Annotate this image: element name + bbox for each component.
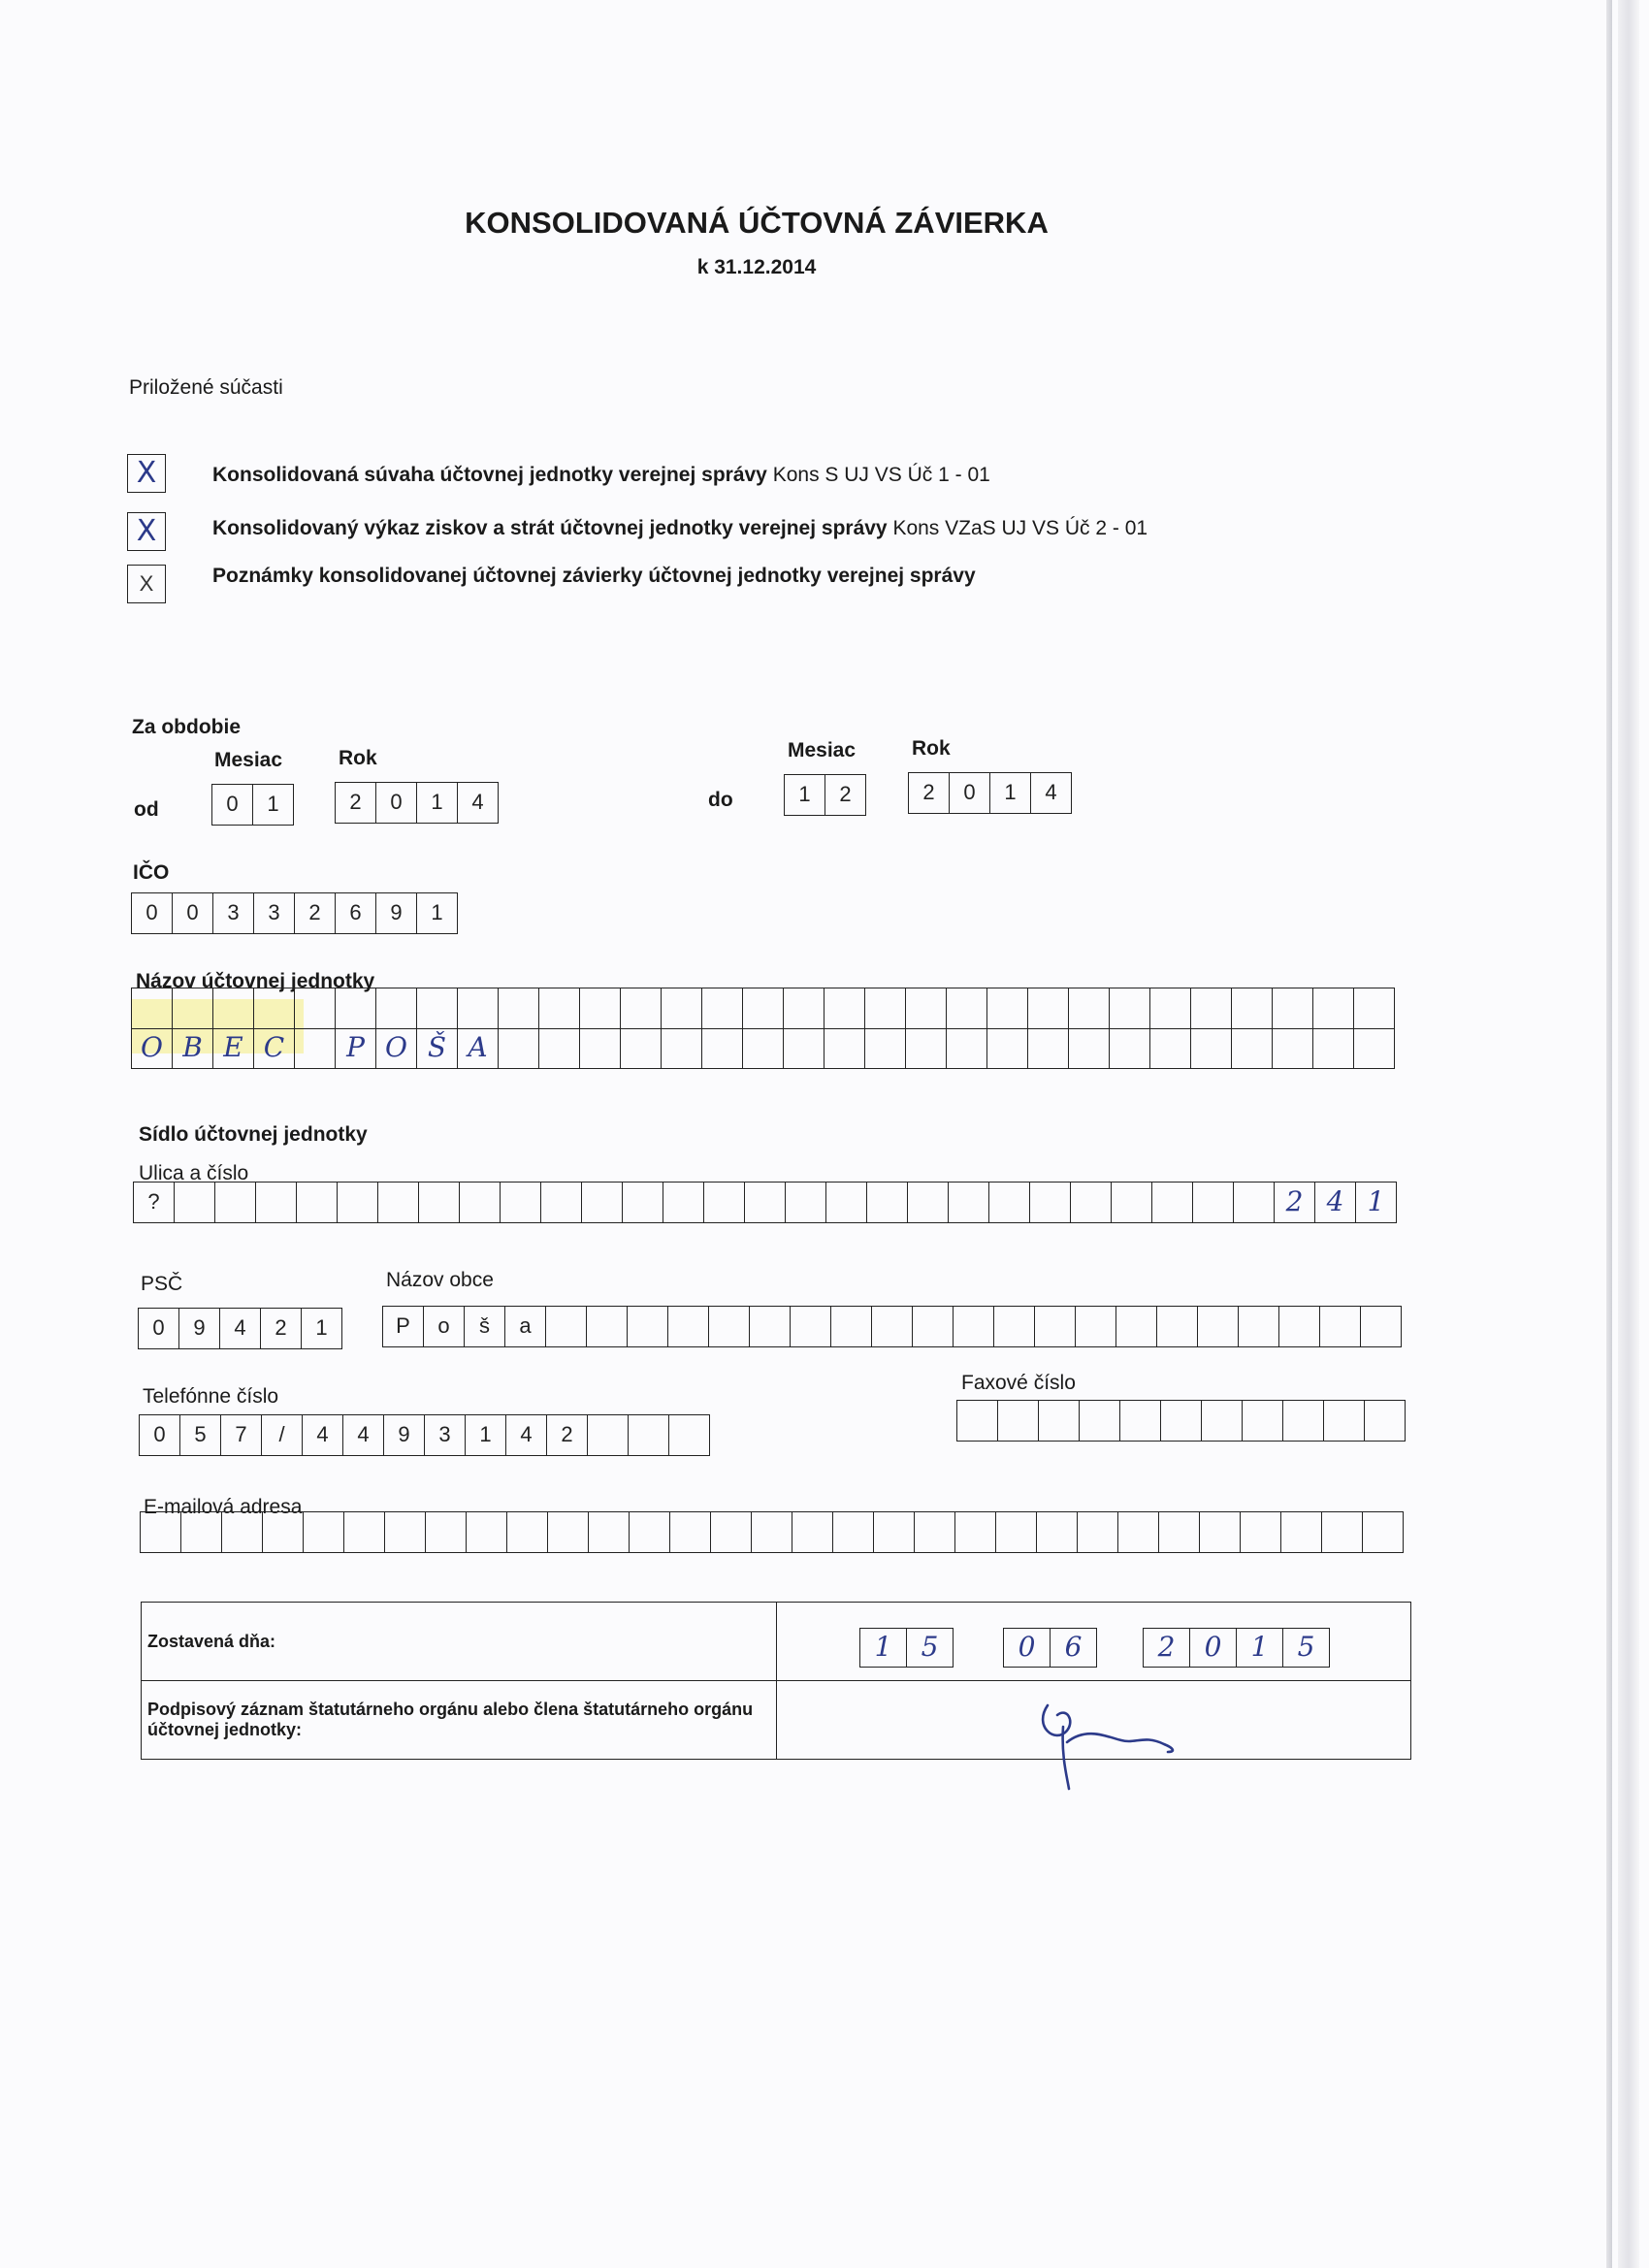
char-cell[interactable]: 0 — [1190, 1629, 1237, 1668]
signature-label: Podpisový záznam štatutárneho orgánu alebo člena štatutárneho orgánu účtovnej jednotky: — [142, 1681, 777, 1759]
char-cell[interactable]: E — [213, 1028, 254, 1069]
char-cell[interactable]: O — [132, 1028, 173, 1069]
char-cell[interactable] — [913, 1307, 954, 1347]
char-cell[interactable] — [908, 1183, 949, 1223]
char-cell[interactable]: 4 — [1315, 1183, 1356, 1223]
char-cell[interactable] — [1273, 988, 1313, 1029]
char-cell[interactable] — [621, 1028, 662, 1069]
char-cell[interactable] — [668, 1307, 709, 1347]
char-cell[interactable] — [629, 1415, 669, 1456]
char-cell[interactable] — [1157, 1307, 1198, 1347]
char-cell[interactable] — [752, 1512, 792, 1553]
char-cell[interactable] — [1078, 1512, 1118, 1553]
char-cell[interactable] — [426, 1512, 467, 1553]
char-cell[interactable] — [1200, 1512, 1241, 1553]
char-cell[interactable]: 4 — [1031, 773, 1072, 814]
char-cell[interactable]: 7 — [221, 1415, 262, 1456]
char-cell[interactable] — [1193, 1183, 1234, 1223]
attachments-heading: Priložené súčasti — [129, 376, 283, 399]
char-cell[interactable]: 2 — [909, 773, 950, 814]
char-cell[interactable] — [663, 1183, 704, 1223]
phone-label: Telefónne číslo — [143, 1385, 279, 1408]
char-cell[interactable] — [539, 1028, 580, 1069]
char-cell[interactable] — [213, 988, 254, 1029]
char-cell[interactable]: 4 — [506, 1415, 547, 1456]
char-cell[interactable] — [784, 1028, 824, 1069]
char-cell[interactable] — [507, 1512, 548, 1553]
char-cell[interactable] — [1037, 1512, 1078, 1553]
char-cell[interactable] — [588, 1415, 629, 1456]
char-cell[interactable] — [704, 1183, 745, 1223]
attachment-checkbox-3[interactable]: X — [127, 565, 166, 603]
char-cell[interactable] — [1313, 988, 1354, 1029]
char-cell[interactable] — [1076, 1307, 1116, 1347]
char-cell[interactable] — [1234, 1183, 1275, 1223]
char-cell[interactable] — [1232, 988, 1273, 1029]
char-cell[interactable] — [263, 1512, 304, 1553]
from-month-label: Mesiac — [214, 749, 283, 771]
page-edge-shadow — [1606, 0, 1612, 2268]
char-cell[interactable] — [458, 988, 499, 1029]
attachment-label-1: Konsolidovaná súvaha účtovnej jednotky verejnej správy Kons S UJ VS Úč 1 - 01 — [212, 464, 990, 486]
char-cell[interactable]: 6 — [336, 893, 376, 934]
char-cell[interactable] — [1069, 988, 1110, 1029]
char-cell[interactable] — [670, 1512, 711, 1553]
attachment-checkbox-2[interactable]: X — [127, 512, 166, 551]
char-cell[interactable] — [996, 1512, 1037, 1553]
address-heading: Sídlo účtovnej jednotky — [139, 1123, 368, 1146]
char-cell[interactable] — [1324, 1401, 1365, 1442]
char-cell[interactable]: O — [376, 1028, 417, 1069]
char-cell[interactable] — [987, 1028, 1028, 1069]
char-cell[interactable] — [499, 1028, 539, 1069]
char-cell[interactable] — [824, 1028, 865, 1069]
char-cell[interactable]: 3 — [213, 893, 254, 934]
from-year-field[interactable] — [335, 782, 499, 824]
char-cell[interactable] — [295, 1028, 336, 1069]
char-cell[interactable]: P — [383, 1307, 424, 1347]
char-cell[interactable] — [1159, 1512, 1200, 1553]
attachment-label-3: Poznámky konsolidovanej účtovnej závierky účtovnej jednotky verejnej správy — [212, 565, 976, 587]
signature-image — [1028, 1688, 1203, 1804]
char-cell[interactable]: 1 — [1356, 1183, 1397, 1223]
char-cell[interactable] — [998, 1401, 1039, 1442]
street-label: Ulica a číslo — [139, 1162, 249, 1184]
char-cell[interactable] — [743, 1028, 784, 1069]
char-cell[interactable]: 3 — [425, 1415, 466, 1456]
char-cell[interactable] — [743, 988, 784, 1029]
attachment-label-2: Konsolidovaný výkaz ziskov a strát účtovnej jednotky verejnej správy Kons VZaS UJ VS Úč 2 - 01 — [212, 517, 1148, 539]
char-cell[interactable] — [580, 988, 621, 1029]
char-cell[interactable]: 4 — [343, 1415, 384, 1456]
char-cell[interactable] — [865, 1028, 906, 1069]
char-cell[interactable]: 9 — [384, 1415, 425, 1456]
char-cell[interactable] — [792, 1512, 833, 1553]
char-cell[interactable]: 3 — [254, 893, 295, 934]
char-cell[interactable]: 2 — [547, 1415, 588, 1456]
char-cell[interactable] — [623, 1183, 663, 1223]
char-cell[interactable]: 4 — [220, 1309, 261, 1349]
char-cell[interactable] — [1279, 1307, 1320, 1347]
char-cell[interactable] — [1365, 1401, 1406, 1442]
char-cell[interactable] — [1322, 1512, 1363, 1553]
char-cell[interactable] — [833, 1512, 874, 1553]
char-cell[interactable]: 0 — [1004, 1629, 1051, 1668]
char-cell[interactable] — [499, 988, 539, 1029]
char-cell[interactable] — [1191, 988, 1232, 1029]
to-year-label: Rok — [912, 737, 951, 760]
char-cell[interactable] — [141, 1512, 181, 1553]
compiled-month-field[interactable] — [1003, 1628, 1097, 1668]
char-cell[interactable] — [546, 1307, 587, 1347]
char-cell[interactable] — [947, 1028, 987, 1069]
char-cell[interactable] — [872, 1307, 913, 1347]
city-label: Názov obce — [386, 1269, 494, 1291]
compiled-year-field[interactable] — [1143, 1628, 1330, 1668]
char-cell[interactable] — [1243, 1401, 1283, 1442]
char-cell[interactable] — [1028, 1028, 1069, 1069]
char-cell[interactable] — [1071, 1183, 1112, 1223]
street-field[interactable] — [133, 1182, 1397, 1223]
char-cell[interactable] — [297, 1183, 338, 1223]
phone-field[interactable] — [139, 1414, 710, 1456]
char-cell[interactable] — [1198, 1307, 1239, 1347]
email-label: E-mailová adresa — [144, 1496, 303, 1518]
char-cell[interactable]: 0 — [132, 893, 173, 934]
char-cell[interactable]: 1 — [253, 785, 294, 826]
char-cell[interactable] — [1118, 1512, 1159, 1553]
char-cell[interactable]: P — [336, 1028, 376, 1069]
char-cell[interactable] — [460, 1183, 501, 1223]
char-cell[interactable]: 2 — [336, 783, 376, 824]
char-cell[interactable] — [385, 1512, 426, 1553]
char-cell[interactable] — [709, 1307, 750, 1347]
char-cell[interactable]: 0 — [173, 893, 213, 934]
char-cell[interactable] — [669, 1415, 710, 1456]
char-cell[interactable] — [826, 1183, 867, 1223]
char-cell[interactable] — [539, 988, 580, 1029]
psc-label: PSČ — [141, 1273, 183, 1295]
char-cell[interactable]: 1 — [466, 1415, 506, 1456]
char-cell[interactable]: 5 — [1283, 1629, 1330, 1668]
char-cell[interactable]: 2 — [1275, 1183, 1315, 1223]
char-cell[interactable]: 1 — [860, 1629, 907, 1668]
entity-name-label: Názov účtovnej jednotky — [136, 970, 375, 992]
char-cell[interactable]: š — [465, 1307, 505, 1347]
char-cell[interactable] — [378, 1183, 419, 1223]
char-cell[interactable]: a — [505, 1307, 546, 1347]
char-cell[interactable] — [621, 988, 662, 1029]
char-cell[interactable] — [906, 1028, 947, 1069]
char-cell[interactable] — [1080, 1401, 1120, 1442]
char-cell[interactable] — [1361, 1307, 1402, 1347]
char-cell[interactable] — [1152, 1183, 1193, 1223]
compiled-date-cell — [777, 1603, 1410, 1680]
char-cell[interactable] — [750, 1307, 791, 1347]
char-cell[interactable] — [1239, 1307, 1279, 1347]
char-cell[interactable] — [1241, 1512, 1281, 1553]
char-cell[interactable] — [338, 1183, 378, 1223]
ico-field[interactable] — [131, 892, 458, 934]
char-cell[interactable] — [417, 988, 458, 1029]
char-cell[interactable] — [1110, 988, 1150, 1029]
char-cell[interactable] — [1281, 1512, 1322, 1553]
char-cell[interactable] — [1039, 1401, 1080, 1442]
char-cell[interactable] — [1283, 1401, 1324, 1442]
char-cell[interactable] — [994, 1307, 1035, 1347]
char-cell[interactable] — [173, 988, 213, 1029]
char-cell[interactable] — [1069, 1028, 1110, 1069]
char-cell[interactable] — [702, 988, 743, 1029]
char-cell[interactable] — [132, 988, 173, 1029]
char-cell[interactable] — [949, 1183, 989, 1223]
char-cell[interactable] — [215, 1183, 256, 1223]
char-cell[interactable] — [831, 1307, 872, 1347]
compiled-label: Zostavená dňa: — [142, 1603, 777, 1680]
char-cell[interactable] — [628, 1307, 668, 1347]
char-cell[interactable] — [1116, 1307, 1157, 1347]
char-cell[interactable]: 0 — [376, 783, 417, 824]
from-year-label: Rok — [339, 747, 377, 769]
char-cell[interactable]: 2 — [261, 1309, 302, 1349]
char-cell[interactable]: 0 — [950, 773, 990, 814]
entity-name-row-2[interactable] — [131, 1028, 1395, 1069]
city-field[interactable] — [382, 1306, 1402, 1347]
char-cell[interactable] — [175, 1183, 215, 1223]
char-cell[interactable]: 5 — [907, 1629, 954, 1668]
char-cell[interactable] — [304, 1512, 344, 1553]
to-month-label: Mesiac — [788, 739, 857, 761]
char-cell[interactable]: 0 — [212, 785, 253, 826]
char-cell[interactable] — [254, 988, 295, 1029]
char-cell[interactable] — [336, 988, 376, 1029]
char-cell[interactable] — [419, 1183, 460, 1223]
char-cell[interactable] — [1273, 1028, 1313, 1069]
ico-label: IČO — [133, 861, 170, 884]
char-cell[interactable] — [1030, 1183, 1071, 1223]
char-cell[interactable] — [954, 1307, 994, 1347]
char-cell[interactable] — [1110, 1028, 1150, 1069]
char-cell[interactable] — [955, 1512, 996, 1553]
char-cell[interactable] — [947, 988, 987, 1029]
char-cell[interactable] — [256, 1183, 297, 1223]
char-cell[interactable]: C — [254, 1028, 295, 1069]
char-cell[interactable] — [874, 1512, 915, 1553]
char-cell[interactable]: Š — [417, 1028, 458, 1069]
char-cell[interactable] — [541, 1183, 582, 1223]
char-cell[interactable] — [1150, 1028, 1191, 1069]
signature-row — [142, 1680, 1410, 1759]
char-cell[interactable]: 6 — [1051, 1629, 1097, 1668]
fax-label: Faxové číslo — [961, 1372, 1076, 1394]
char-cell[interactable]: 2 — [295, 893, 336, 934]
attachment-checkbox-1[interactable]: X — [127, 454, 166, 493]
to-label: do — [708, 789, 733, 811]
from-month-field[interactable] — [211, 784, 294, 826]
char-cell[interactable] — [1112, 1183, 1152, 1223]
char-cell[interactable]: 9 — [179, 1309, 220, 1349]
psc-field[interactable] — [138, 1308, 342, 1349]
char-cell[interactable] — [1363, 1512, 1404, 1553]
char-cell[interactable] — [295, 988, 336, 1029]
char-cell[interactable]: 2 — [1144, 1629, 1190, 1668]
char-cell[interactable]: 1 — [417, 783, 458, 824]
char-cell[interactable] — [711, 1512, 752, 1553]
char-cell[interactable] — [344, 1512, 385, 1553]
to-month-field[interactable] — [784, 774, 866, 816]
char-cell[interactable] — [1191, 1028, 1232, 1069]
char-cell[interactable]: / — [262, 1415, 303, 1456]
char-cell[interactable] — [582, 1183, 623, 1223]
char-cell[interactable]: 2 — [825, 775, 866, 816]
char-cell[interactable]: 1 — [417, 893, 458, 934]
char-cell[interactable]: 1 — [785, 775, 825, 816]
signature-table — [141, 1602, 1411, 1760]
char-cell[interactable] — [589, 1512, 630, 1553]
char-cell[interactable]: 1 — [1237, 1629, 1283, 1668]
char-cell[interactable] — [865, 988, 906, 1029]
char-cell[interactable] — [906, 988, 947, 1029]
char-cell[interactable] — [587, 1307, 628, 1347]
char-cell[interactable] — [376, 988, 417, 1029]
char-cell[interactable] — [1120, 1401, 1161, 1442]
email-field[interactable] — [140, 1511, 1404, 1553]
char-cell[interactable] — [1035, 1307, 1076, 1347]
char-cell[interactable] — [580, 1028, 621, 1069]
char-cell[interactable] — [1161, 1401, 1202, 1442]
char-cell[interactable] — [467, 1512, 507, 1553]
char-cell[interactable] — [1202, 1401, 1243, 1442]
char-cell[interactable] — [662, 988, 702, 1029]
char-cell[interactable]: 0 — [139, 1309, 179, 1349]
char-cell[interactable] — [181, 1512, 222, 1553]
report-date: k 31.12.2014 — [696, 256, 817, 278]
char-cell[interactable]: 4 — [303, 1415, 343, 1456]
char-cell[interactable] — [791, 1307, 831, 1347]
char-cell[interactable] — [1320, 1307, 1361, 1347]
page-edge — [1618, 0, 1639, 2268]
char-cell[interactable] — [915, 1512, 955, 1553]
char-cell[interactable] — [501, 1183, 541, 1223]
compiled-day-field[interactable] — [859, 1628, 954, 1668]
from-label: od — [134, 798, 159, 821]
char-cell[interactable]: 1 — [302, 1309, 342, 1349]
char-cell[interactable] — [548, 1512, 589, 1553]
char-cell[interactable] — [989, 1183, 1030, 1223]
char-cell[interactable] — [702, 1028, 743, 1069]
char-cell[interactable] — [786, 1183, 826, 1223]
char-cell[interactable]: o — [424, 1307, 465, 1347]
fax-field[interactable] — [956, 1400, 1406, 1442]
char-cell[interactable] — [824, 988, 865, 1029]
char-cell[interactable] — [222, 1512, 263, 1553]
char-cell[interactable] — [1354, 988, 1395, 1029]
char-cell[interactable] — [1150, 988, 1191, 1029]
char-cell[interactable] — [1354, 1028, 1395, 1069]
char-cell[interactable]: 9 — [376, 893, 417, 934]
compiled-row — [142, 1603, 1410, 1680]
char-cell[interactable]: 4 — [458, 783, 499, 824]
char-cell[interactable]: B — [173, 1028, 213, 1069]
char-cell[interactable] — [1028, 988, 1069, 1029]
char-cell[interactable] — [745, 1183, 786, 1223]
char-cell[interactable] — [662, 1028, 702, 1069]
char-cell[interactable]: A — [458, 1028, 499, 1069]
period-heading: Za obdobie — [132, 716, 241, 738]
char-cell[interactable] — [1232, 1028, 1273, 1069]
char-cell[interactable]: 5 — [180, 1415, 221, 1456]
char-cell[interactable] — [784, 988, 824, 1029]
entity-name-row-1[interactable] — [131, 988, 1395, 1029]
char-cell[interactable]: 1 — [990, 773, 1031, 814]
char-cell[interactable] — [630, 1512, 670, 1553]
char-cell[interactable] — [1313, 1028, 1354, 1069]
page-title: KONSOLIDOVANÁ ÚČTOVNÁ ZÁVIERKA — [465, 206, 1049, 240]
char-cell[interactable] — [987, 988, 1028, 1029]
char-cell[interactable]: ? — [134, 1183, 175, 1223]
char-cell[interactable] — [957, 1401, 998, 1442]
char-cell[interactable]: 0 — [140, 1415, 180, 1456]
char-cell[interactable] — [867, 1183, 908, 1223]
to-year-field[interactable] — [908, 772, 1072, 814]
